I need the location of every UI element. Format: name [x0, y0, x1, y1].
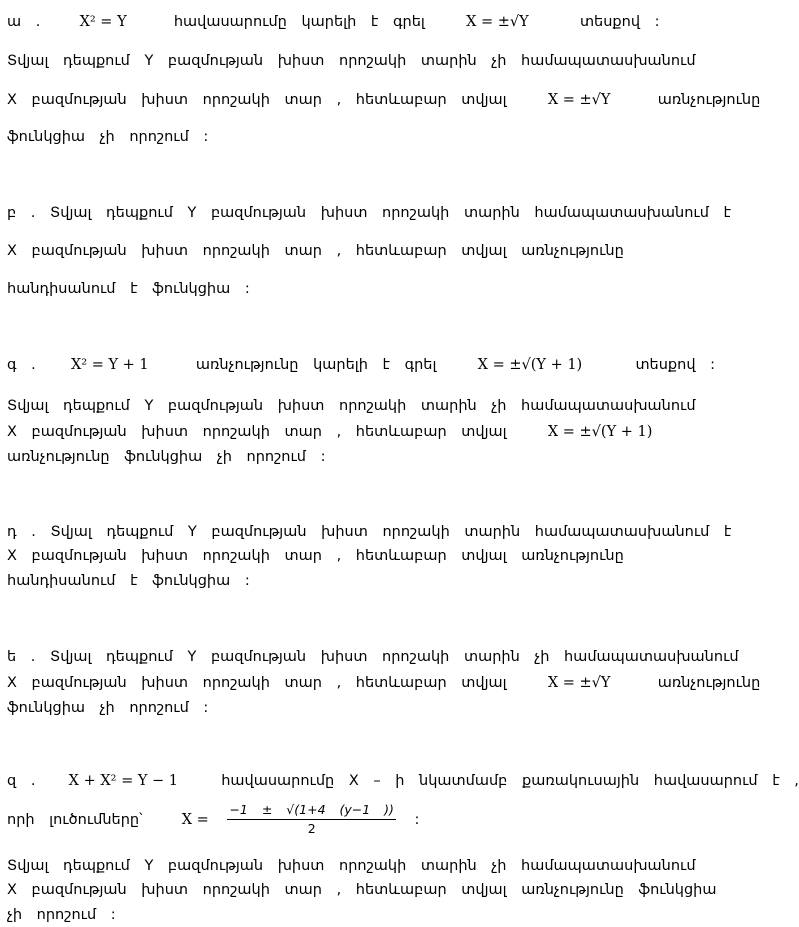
section-z-marker: զ . — [7, 773, 36, 789]
section-g-line-2: Տվյալ դեպքում Y բազմության խիստ որոշակի տարին չի համապատասխանում — [7, 398, 696, 414]
section-z-line-5: չի որոշում : — [7, 907, 116, 923]
section-e-line-2-a: X բազմության խիստ որոշակի տար , հետևաբար տվյալ — [7, 675, 507, 691]
section-d-marker: դ . — [7, 524, 36, 540]
section-g-line-3-a: X բազմության խիստ որոշակի տար , հետևաբար տվյալ — [7, 424, 507, 440]
section-z-formula-lhs: X = — [181, 812, 209, 828]
section-g-marker: գ . — [7, 357, 36, 373]
section-z-line-3: Տվյալ դեպքում Y բազմության խիստ որոշակի տարին չի համապատասխանում — [7, 858, 696, 874]
section-a-formula-1: X² = Y — [79, 14, 127, 30]
section-e-line-2 — [7, 673, 761, 693]
section-a-line-3 — [7, 90, 761, 110]
section-z-line-2-text: որի լուծումները՝ — [7, 812, 143, 828]
section-a-formula-2: X = ±√Y — [466, 14, 529, 30]
section-g-line-1 — [7, 355, 716, 375]
section-g-line-3 — [7, 422, 707, 442]
section-b-line-2: X բազմության խիստ որոշակի տար , հետևաբար տվյալ առնչությունը — [7, 243, 624, 259]
section-g-line-1-text: առնչությունը կարելի է գրել — [195, 357, 437, 373]
section-d-line-3: հանդիսանում է ֆունկցիա : — [7, 573, 250, 589]
section-z-line-1-text: հավասարումը X – ի նկատմամբ քառակուսային հավասարում է , — [221, 773, 799, 789]
section-g-formula-3: X = ±√(Y + 1) — [547, 424, 653, 440]
section-d-line-1-text: Տվյալ դեպքում Y բազմության խիստ որոշակի տարին համապատասխանում է — [50, 524, 732, 540]
section-b-marker: բ . — [7, 205, 36, 221]
section-e-line-1 — [7, 647, 739, 667]
section-z-line-2-tail: : — [414, 812, 420, 828]
section-a-line-3-b: առնչությունը — [657, 92, 761, 108]
section-z-fraction — [227, 802, 395, 838]
section-e-line-1-text: Տվյալ դեպքում Y բազմության խիստ որոշակի տարին չի համապատասխանում — [50, 649, 739, 665]
section-d-line-2: X բազմության խիստ որոշակի տար , հետևաբար տվյալ առնչությունը — [7, 548, 624, 564]
section-a-line-3-a: X բազմության խիստ որոշակի տար , հետևաբար տվյալ — [7, 92, 507, 108]
section-e-line-2-b: առնչությունը — [657, 675, 761, 691]
section-g-formula-1: X² = Y + 1 — [70, 357, 149, 373]
section-e-line-3: ֆունկցիա չի որոշում : — [7, 700, 209, 716]
section-z-line-4: X բազմության խիստ որոշակի տար , հետևաբար տվյալ առնչությունը ֆունկցիա — [7, 882, 717, 898]
section-a-line-1 — [7, 12, 707, 32]
section-d-line-1 — [7, 522, 732, 542]
section-g-line-1-tail: տեսքով : — [635, 357, 716, 373]
section-a-marker: ա . — [7, 14, 41, 30]
section-a-line-1-tail: տեսքով : — [579, 14, 660, 30]
section-a-formula-3: X = ±√Y — [547, 92, 611, 108]
section-z-fraction-numerator: −1 ± √(1+4 (y−1 )) — [227, 802, 395, 820]
section-a-line-1-text: հավասարումը կարելի է գրել — [173, 14, 425, 30]
section-g-formula-2: X = ±√(Y + 1) — [477, 357, 583, 373]
section-a-line-4: ֆունկցիա չի որոշում : — [7, 129, 209, 145]
section-z-fraction-denominator: 2 — [307, 821, 316, 836]
section-e-marker: ե . — [7, 649, 36, 665]
section-e-formula: X = ±√Y — [547, 675, 611, 691]
section-b-line-1-text: Տվյալ դեպքում Y բազմության խիստ որոշակի տարին համապատասխանում է — [50, 205, 731, 221]
section-z-line-1 — [7, 771, 799, 791]
section-b-line-3: հանդիսանում է ֆունկցիա : — [7, 281, 250, 297]
section-z-formula-1: X + X² = Y − 1 — [68, 773, 179, 789]
section-z-line-2 — [7, 802, 707, 838]
section-g-line-4: առնչությունը ֆունկցիա չի որոշում : — [7, 449, 326, 465]
section-a-line-2: Տվյալ դեպքում Y բազմության խիստ որոշակի տարին չի համապատասխանում — [7, 53, 696, 69]
section-b-line-1 — [7, 203, 731, 223]
